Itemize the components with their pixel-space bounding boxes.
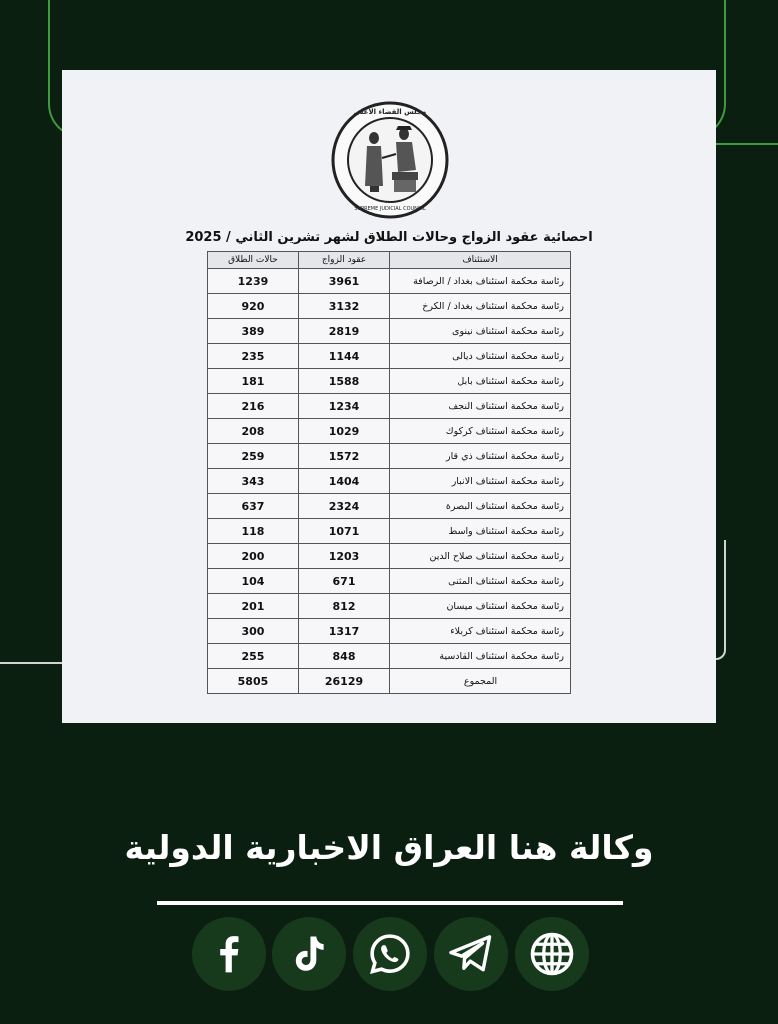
globe-icon bbox=[528, 930, 576, 978]
court-cell: رئاسة محكمة استئناف البصرة bbox=[390, 494, 571, 519]
table-header-row bbox=[208, 252, 571, 269]
divorces-cell: 389 bbox=[208, 319, 299, 344]
court-cell: رئاسة محكمة استئناف كربلاء bbox=[390, 619, 571, 644]
divorces-cell: 920 bbox=[208, 294, 299, 319]
marriages-cell: 1203 bbox=[298, 544, 389, 569]
court-cell: رئاسة محكمة استئناف ذي قار bbox=[390, 444, 571, 469]
table-total-row bbox=[208, 669, 571, 694]
divorces-cell: 118 bbox=[208, 519, 299, 544]
whatsapp-icon bbox=[368, 932, 412, 976]
table-row bbox=[208, 519, 571, 544]
court-cell: رئاسة محكمة استئناف بابل bbox=[390, 369, 571, 394]
whatsapp-link[interactable] bbox=[353, 917, 427, 991]
marriages-cell: 1317 bbox=[298, 619, 389, 644]
header-court: الاستئناف bbox=[390, 252, 571, 269]
marriages-cell: 3132 bbox=[298, 294, 389, 319]
header-divorces: حالات الطلاق bbox=[208, 252, 299, 269]
divorces-cell: 255 bbox=[208, 644, 299, 669]
website-link[interactable] bbox=[515, 917, 589, 991]
table-row bbox=[208, 344, 571, 369]
court-cell: المجموع bbox=[390, 669, 571, 694]
divorces-cell: 259 bbox=[208, 444, 299, 469]
table-row bbox=[208, 594, 571, 619]
table-row bbox=[208, 269, 571, 294]
court-cell: رئاسة محكمة استئناف ميسان bbox=[390, 594, 571, 619]
table-row bbox=[208, 569, 571, 594]
table-row bbox=[208, 419, 571, 444]
table-row bbox=[208, 619, 571, 644]
table-row bbox=[208, 319, 571, 344]
divorces-cell: 343 bbox=[208, 469, 299, 494]
marriages-cell: 1404 bbox=[298, 469, 389, 494]
table-row bbox=[208, 644, 571, 669]
decorative-frame-corner bbox=[716, 540, 726, 660]
telegram-icon bbox=[448, 934, 494, 974]
table-row bbox=[208, 544, 571, 569]
marriages-cell: 812 bbox=[298, 594, 389, 619]
agency-name: وكالة هنا العراق الاخبارية الدولية bbox=[124, 828, 654, 867]
table-row bbox=[208, 494, 571, 519]
court-cell: رئاسة محكمة استئناف الانبار bbox=[390, 469, 571, 494]
svg-text:SUPREME JUDICIAL COUNCIL: SUPREME JUDICIAL COUNCIL bbox=[354, 206, 426, 212]
court-cell: رئاسة محكمة استئناف بغداد / الكرخ bbox=[390, 294, 571, 319]
svg-text:مجلس القضاء الأعلى: مجلس القضاء الأعلى bbox=[353, 108, 427, 116]
marriages-cell: 26129 bbox=[298, 669, 389, 694]
divorces-cell: 201 bbox=[208, 594, 299, 619]
marriages-cell: 1234 bbox=[298, 394, 389, 419]
decorative-line-right bbox=[716, 143, 778, 145]
divorces-cell: 200 bbox=[208, 544, 299, 569]
court-cell: رئاسة محكمة استئناف صلاح الدين bbox=[390, 544, 571, 569]
facebook-icon bbox=[212, 934, 246, 974]
divorces-cell: 637 bbox=[208, 494, 299, 519]
facebook-link[interactable] bbox=[192, 917, 266, 991]
marriages-cell: 1588 bbox=[298, 369, 389, 394]
divorces-cell: 1239 bbox=[208, 269, 299, 294]
marriages-cell: 848 bbox=[298, 644, 389, 669]
table-row bbox=[208, 369, 571, 394]
table-row bbox=[208, 444, 571, 469]
tiktok-link[interactable] bbox=[272, 917, 346, 991]
tiktok-icon bbox=[291, 935, 327, 973]
marriages-cell: 1572 bbox=[298, 444, 389, 469]
marriages-cell: 1029 bbox=[298, 419, 389, 444]
court-cell: رئاسة محكمة استئناف كركوك bbox=[390, 419, 571, 444]
agency-underline bbox=[157, 901, 623, 905]
marriages-cell: 3961 bbox=[298, 269, 389, 294]
marriages-cell: 2819 bbox=[298, 319, 389, 344]
table-row bbox=[208, 294, 571, 319]
divorces-cell: 181 bbox=[208, 369, 299, 394]
statistics-document bbox=[62, 70, 716, 723]
marriages-cell: 2324 bbox=[298, 494, 389, 519]
divorces-cell: 235 bbox=[208, 344, 299, 369]
court-cell: رئاسة محكمة استئناف النجف bbox=[390, 394, 571, 419]
court-cell: رئاسة محكمة استئناف واسط bbox=[390, 519, 571, 544]
table-row bbox=[208, 394, 571, 419]
header-marriages: عقود الزواج bbox=[298, 252, 389, 269]
marriage-divorce-table bbox=[207, 251, 571, 694]
court-cell: رئاسة محكمة استئناف ديالى bbox=[390, 344, 571, 369]
court-cell: رئاسة محكمة استئناف بغداد / الرصافة bbox=[390, 269, 571, 294]
supreme-judicial-council-seal-icon bbox=[330, 100, 450, 220]
table-row bbox=[208, 469, 571, 494]
divorces-cell: 104 bbox=[208, 569, 299, 594]
marriages-cell: 1144 bbox=[298, 344, 389, 369]
decorative-line-left bbox=[0, 662, 62, 664]
court-cell: رئاسة محكمة استئناف المثنى bbox=[390, 569, 571, 594]
court-cell: رئاسة محكمة استئناف نينوى bbox=[390, 319, 571, 344]
marriages-cell: 671 bbox=[298, 569, 389, 594]
document-title: احصائية عقود الزواج وحالات الطلاق لشهر تشرين الثاني / 2025 bbox=[185, 230, 593, 245]
divorces-cell: 5805 bbox=[208, 669, 299, 694]
court-cell: رئاسة محكمة استئناف القادسية bbox=[390, 644, 571, 669]
telegram-link[interactable] bbox=[434, 917, 508, 991]
divorces-cell: 208 bbox=[208, 419, 299, 444]
divorces-cell: 216 bbox=[208, 394, 299, 419]
marriages-cell: 1071 bbox=[298, 519, 389, 544]
divorces-cell: 300 bbox=[208, 619, 299, 644]
